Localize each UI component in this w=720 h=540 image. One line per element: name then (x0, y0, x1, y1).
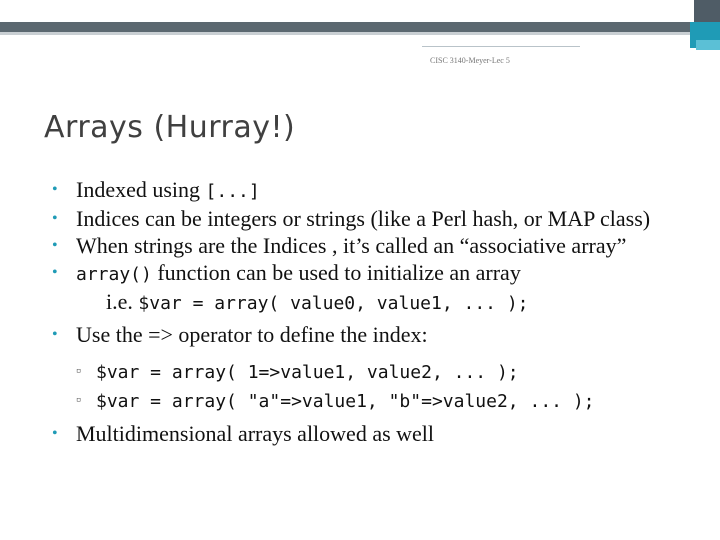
bullet-item (52, 232, 702, 259)
bullet-item (52, 259, 702, 288)
example-code: $var = array( value0, value1, ... ); (138, 293, 529, 314)
sub-bullet-icon: ▫ (76, 393, 81, 408)
header-decoration (0, 0, 720, 46)
bullet-text: Multidimensional arrays allowed as well (76, 421, 435, 446)
footer-rule (422, 46, 580, 47)
slide-body (52, 176, 702, 447)
sub-bullet-icon: ▫ (76, 364, 81, 379)
example-prefix: i.e. (106, 289, 139, 314)
bullet-item (52, 205, 702, 232)
sub-bullet-code: $var = array( "a"=>value1, "b"=>value2, ... ); (96, 391, 595, 412)
bullet-icon: • (52, 425, 58, 442)
bullet-code: [...] (205, 181, 260, 202)
bullet-text: Use the => operator to define the index: (76, 322, 428, 347)
bullet-item (52, 420, 702, 447)
bullet-item (52, 176, 702, 205)
slide-title: Arrays (Hurray!) (44, 110, 296, 145)
bullet-icon: • (52, 181, 58, 198)
sub-bullet-item (52, 358, 702, 387)
bullet-icon: • (52, 264, 58, 281)
header-corner-gap (690, 0, 694, 22)
bullet-text: Indices can be integers or strings (like a Perl hash, or MAP class) (76, 206, 651, 231)
header-corner-dark (690, 0, 720, 22)
example-line (52, 288, 702, 317)
bullet-text: Indexed using (76, 177, 206, 202)
bullet-text: When strings are the Indices , it’s called an “associative array” (76, 233, 627, 258)
header-bar (0, 22, 690, 32)
bullet-text: function can be used to initialize an array (151, 260, 521, 285)
bullet-icon: • (52, 326, 58, 343)
sub-bullet-code: $var = array( 1=>value1, value2, ... ); (96, 362, 519, 383)
bullet-icon: • (52, 237, 58, 254)
header-bar-shadow (0, 32, 690, 35)
bullet-item (52, 321, 702, 348)
slide-footer: CISC 3140-Meyer-Lec 5 (430, 56, 510, 65)
header-corner-accent-light (696, 40, 720, 50)
sub-bullet-item (52, 387, 702, 416)
bullet-code: array() (76, 264, 152, 285)
bullet-icon: • (52, 210, 58, 227)
